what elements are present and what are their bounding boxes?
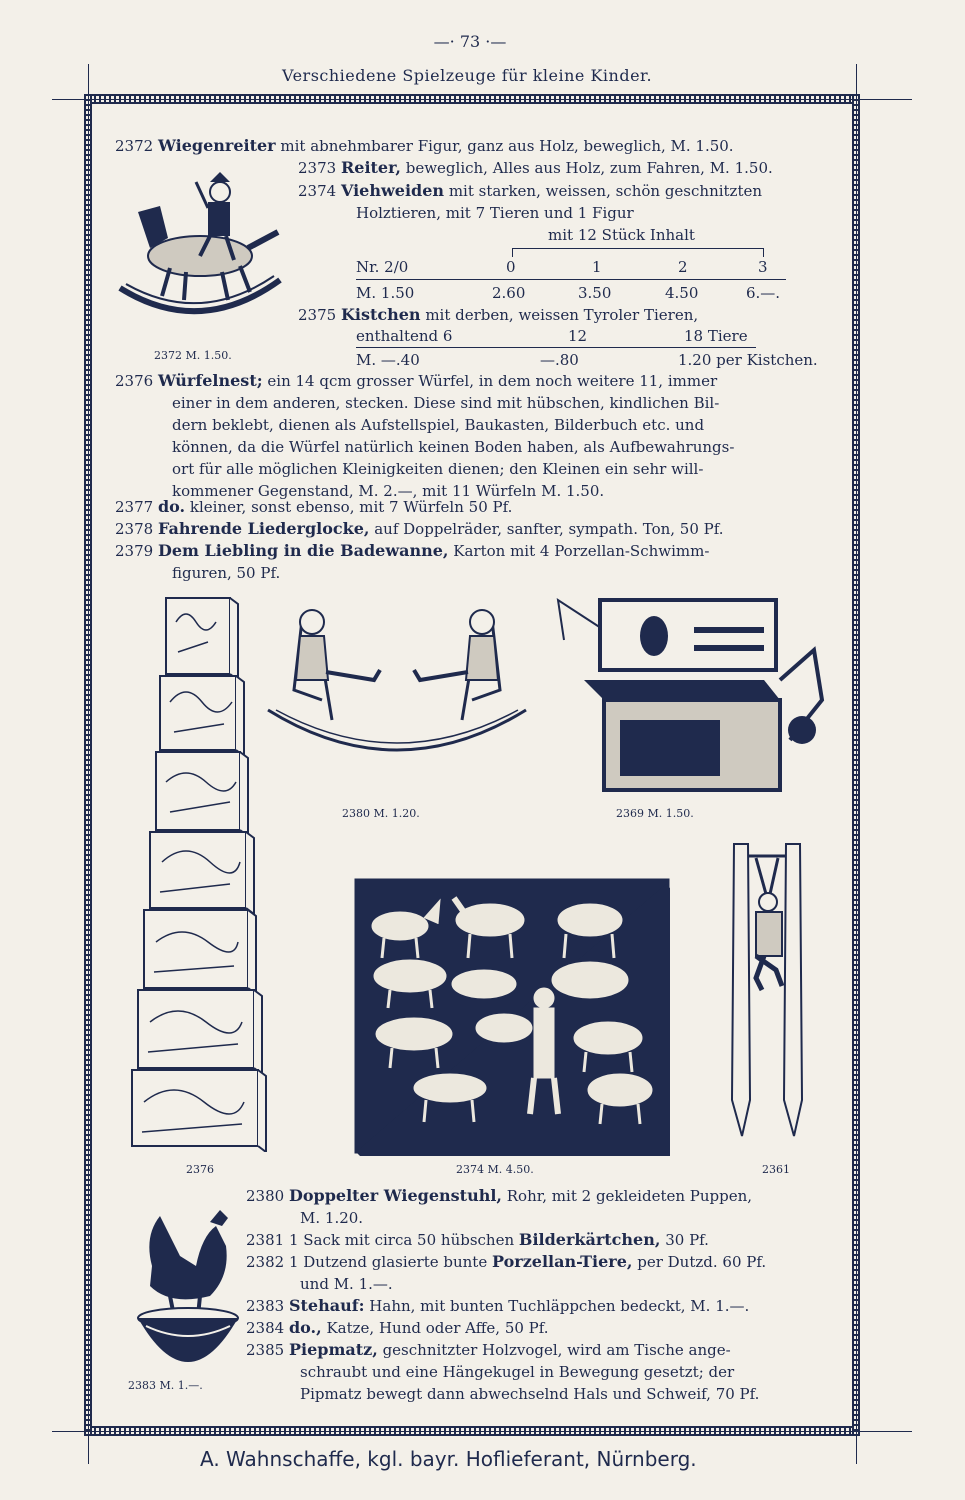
item-number: 2380	[246, 1187, 285, 1205]
item-2374-line3: mit 12 Stück Inhalt	[548, 226, 695, 244]
item-name: Kistchen	[340, 305, 421, 324]
item-2379-line2: figuren, 50 Pf.	[172, 564, 281, 582]
item-2374-brace	[512, 248, 764, 257]
item-2378	[115, 519, 724, 539]
item-2375-price-1: —.80	[540, 351, 579, 369]
item-2376-line-0: einer in dem anderen, stecken. Diese sind mit hübschen, kindlichen Bil-	[172, 394, 720, 412]
item-name: Würfelnest;	[157, 371, 263, 390]
page-number-right-ornament: ·—	[485, 32, 507, 51]
item-2374-price-4: 6.—.	[746, 284, 781, 302]
caption-2374: 2374 M. 4.50.	[456, 1163, 534, 1176]
item-2385-line-1: Pipmatz bewegt dann abwechselnd Hals und Schweif, 70 Pf.	[300, 1385, 760, 1403]
item-number: 2383	[246, 1297, 285, 1315]
item-2373	[298, 158, 773, 178]
item-number: 2382	[246, 1253, 285, 1271]
top-border-extension	[52, 99, 912, 100]
item-name: Doppelter Wiegenstuhl,	[288, 1186, 502, 1205]
item-2382	[246, 1252, 766, 1272]
animal-box-illustration	[354, 878, 670, 1156]
item-2375-price-2: 1.20 per Kistchen.	[678, 351, 818, 369]
item-2374-price-3: 4.50	[665, 284, 699, 302]
caption-2372: 2372 M. 1.50.	[154, 349, 232, 362]
item-number: 2374	[298, 182, 337, 200]
caption-2369: 2369 M. 1.50.	[616, 807, 694, 820]
item-name: Dem Liebling in die Badewanne,	[157, 541, 449, 560]
page-number-value: 73	[459, 32, 481, 51]
caption-2383: 2383 M. 1.—.	[128, 1379, 203, 1392]
item-2380	[246, 1186, 752, 1206]
item-name: Stehauf:	[288, 1296, 365, 1315]
item-name: Reiter,	[340, 158, 401, 177]
bottom-border-extension	[52, 1431, 912, 1432]
item-2374-nr-0: Nr. 2/0	[356, 258, 409, 276]
item-text: Rohr, mit 2 gekleideten Puppen,	[506, 1187, 753, 1205]
item-2375	[298, 305, 698, 325]
tool-box-illustration	[544, 590, 826, 800]
item-text: beweglich, Alles aus Holz, zum Fahren, M. 1.50.	[405, 159, 773, 177]
item-2385-line-0: schraubt und eine Hängekugel in Bewegung gesetzt; der	[300, 1363, 735, 1381]
item-2376	[115, 371, 717, 391]
page-number	[410, 32, 530, 52]
item-2374	[298, 181, 762, 201]
item-2374-price-0: M. 1.50	[356, 284, 415, 302]
item-text: kleiner, sonst ebenso, mit 7 Würfeln 50 Pf.	[189, 498, 513, 516]
item-text: ein 14 qcm grosser Würfel, in dem noch weitere 11, immer	[267, 372, 718, 390]
stacked-cubes-illustration	[130, 592, 270, 1152]
item-name: do.,	[288, 1318, 322, 1337]
right-edge-line	[856, 64, 857, 1464]
item-text: 30 Pf.	[665, 1231, 709, 1249]
item-number: 2377	[115, 498, 154, 516]
item-text: mit abnehmbarer Figur, ganz aus Holz, beweglich, M. 1.50.	[280, 137, 734, 155]
item-2376-line-4: kommener Gegenstand, M. 2.—, mit 11 Würfeln M. 1.50.	[172, 482, 605, 500]
item-number: 2378	[115, 520, 154, 538]
publisher-footer: A. Wahnschaffe, kgl. bayr. Hoflieferant, Nürnberg.	[200, 1447, 697, 1471]
item-name: Piepmatz,	[288, 1340, 378, 1359]
item-text: mit derben, weissen Tyroler Tieren,	[425, 306, 699, 324]
item-text: geschnitzter Holzvogel, wird am Tische ange-	[382, 1341, 731, 1359]
item-2374-price-2: 3.50	[578, 284, 612, 302]
item-name: Bilderkärtchen,	[518, 1230, 661, 1249]
item-2375-qty-1: 12	[568, 327, 588, 345]
item-number: 2373	[298, 159, 337, 177]
item-number: 2381	[246, 1231, 285, 1249]
item-number: 2385	[246, 1341, 285, 1359]
item-name: Viehweiden	[340, 181, 445, 200]
item-2384	[246, 1318, 549, 1338]
item-name: Porzellan-Tiere,	[491, 1252, 633, 1271]
item-number: 2375	[298, 306, 337, 324]
item-text: Katze, Hund oder Affe, 50 Pf.	[326, 1319, 549, 1337]
climbing-figure-illustration	[720, 840, 816, 1140]
item-2379	[115, 541, 709, 561]
item-2382-line2: und M. 1.—.	[300, 1275, 393, 1293]
rooster-tumbler-illustration	[130, 1196, 248, 1376]
item-2381	[246, 1230, 709, 1250]
item-name: Wiegenreiter	[157, 136, 276, 155]
left-edge-line	[88, 64, 89, 1464]
item-number: 2372	[115, 137, 154, 155]
item-2374-nr-4: 3	[758, 258, 768, 276]
item-number: 2384	[246, 1319, 285, 1337]
item-2375-qty-0: enthaltend 6	[356, 327, 453, 345]
caption-2376: 2376	[186, 1163, 214, 1176]
item-2374-price-1: 2.60	[492, 284, 526, 302]
item-2375-price-0: M. —.40	[356, 351, 420, 369]
item-2380-line2: M. 1.20.	[300, 1209, 364, 1227]
item-number: 2379	[115, 542, 154, 560]
item-2374-nr-2: 1	[592, 258, 602, 276]
double-rocking-chair-illustration	[262, 600, 532, 780]
caption-2380: 2380 M. 1.20.	[342, 807, 420, 820]
item-name: Fahrende Liederglocke,	[157, 519, 370, 538]
item-2383	[246, 1296, 749, 1316]
item-text: Karton mit 4 Porzellan-Schwimm-	[453, 542, 710, 560]
item-2385	[246, 1340, 731, 1360]
rocking-horse-illustration	[110, 168, 290, 338]
item-text: auf Doppelräder, sanfter, sympath. Ton, 50 Pf.	[374, 520, 724, 538]
item-2376-line-1: dern beklebt, dienen als Aufstellspiel, Baukasten, Bilderbuch etc. und	[172, 416, 705, 434]
page-number-left-ornament: —·	[433, 32, 455, 51]
item-2376-line-3: ort für alle möglichen Kleinigkeiten dienen; den Kleinen ein sehr will-	[172, 460, 704, 478]
caption-2361: 2361	[762, 1163, 790, 1176]
item-text: mit starken, weissen, schön geschnitzten	[448, 182, 763, 200]
item-2375-qty-2: 18 Tiere	[684, 327, 748, 345]
item-name: do.	[157, 497, 186, 516]
item-2374-nr-1: 0	[506, 258, 516, 276]
item-2374-divider	[356, 279, 786, 280]
item-text: per Dutzd. 60 Pf.	[637, 1253, 767, 1271]
item-2375-divider	[356, 347, 756, 348]
item-2376-line-2: können, da die Würfel natürlich keinen Boden haben, als Aufbewahrungs-	[172, 438, 735, 456]
item-2374-line2: Holztieren, mit 7 Tieren und 1 Figur	[356, 204, 634, 222]
item-text-pre: 1 Sack mit circa 50 hübschen	[288, 1231, 515, 1249]
page-subtitle: Verschiedene Spielzeuge für kleine Kinder.	[282, 66, 653, 85]
item-2377	[115, 497, 512, 517]
item-2374-nr-3: 2	[678, 258, 688, 276]
item-2372	[115, 136, 734, 156]
item-text-pre: 1 Dutzend glasierte bunte	[288, 1253, 488, 1271]
item-number: 2376	[115, 372, 154, 390]
item-text: Hahn, mit bunten Tuchläppchen bedeckt, M. 1.—.	[369, 1297, 750, 1315]
